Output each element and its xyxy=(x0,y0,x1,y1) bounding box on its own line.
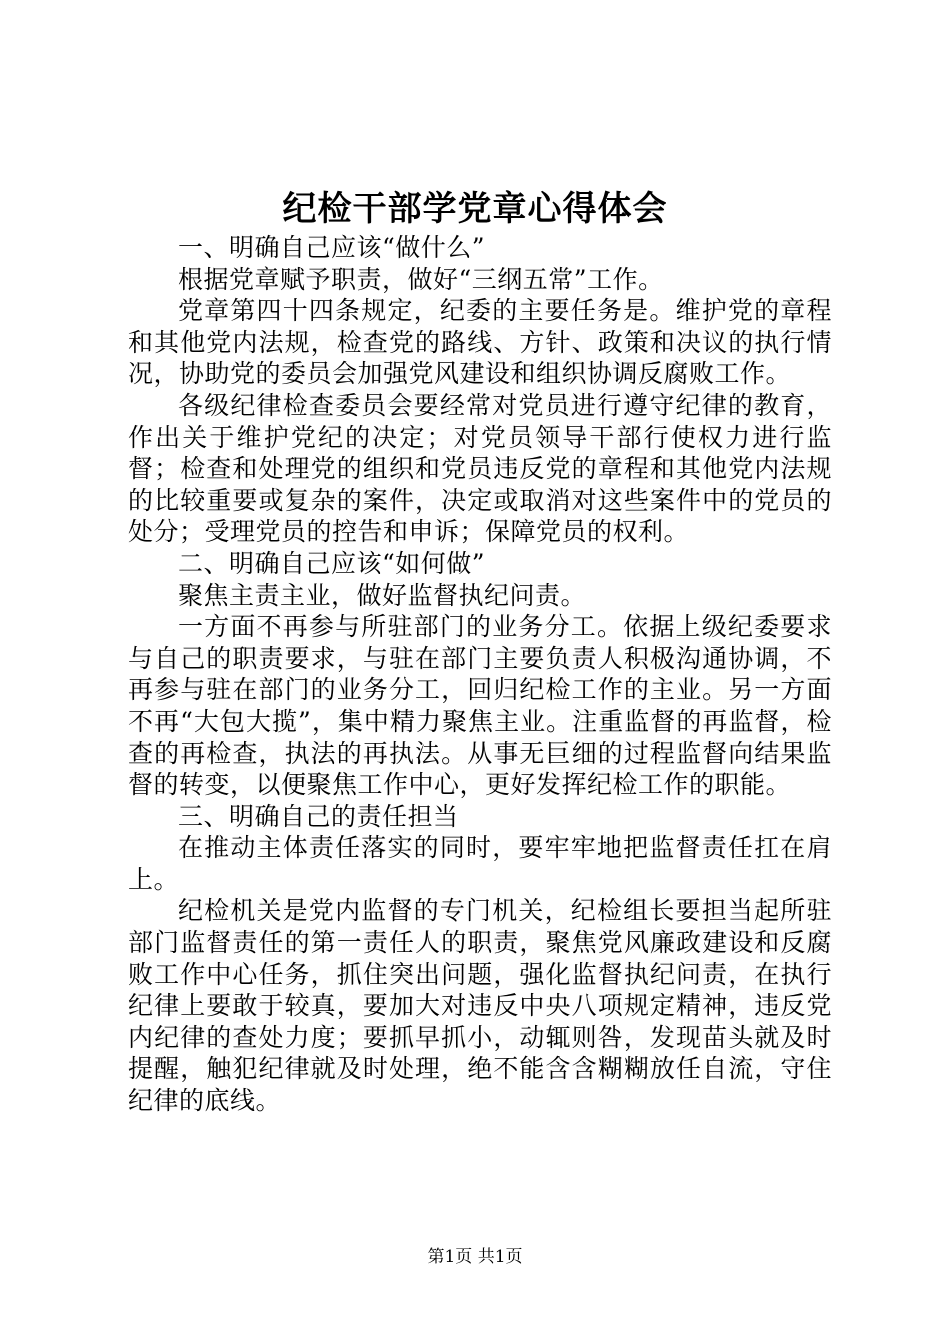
page-number-footer: 第1页 共1页 xyxy=(427,1247,523,1267)
section-heading-3: 三、明确自己的责任担当 xyxy=(178,801,459,831)
body-paragraph: 聚焦主责主业，做好监督执纪问责。 xyxy=(178,580,587,610)
section-heading-2: 二、明确自己应该“如何做” xyxy=(178,548,486,578)
body-paragraph: 根据党章赋予职责，做好“三纲五常”工作。 xyxy=(178,264,664,294)
body-paragraph: 纪检机关是党内监督的专门机关，纪检组长要担当起所驻部门监督责任的第一责任人的职责，聚焦党风廉政建设和反腐败工作中心任务，抓住突出问题，强化监督执纪问责，在执行纪律上要敢于较真，要加大对违反中央八项规定精神，违反党内纪律的查处力度；要抓早抓小，动辄则咎，发现苗头就及时提醒，触犯纪律就及时处理，绝不能含含糊糊放任自流，守住纪律的底线。 xyxy=(128,896,832,1116)
document-body xyxy=(128,232,832,1117)
document-title: 纪检干部学党章心得体会 xyxy=(282,189,668,229)
body-paragraph: 党章第四十四条规定，纪委的主要任务是。维护党的章程和其他党内法规，检查党的路线、方针、政策和决议的执行情况，协助党的委员会加强党风建设和组织协调反腐败工作。 xyxy=(128,296,832,389)
section-heading-1: 一、明确自己应该“做什么” xyxy=(178,233,486,262)
body-paragraph: 一方面不再参与所驻部门的业务分工。依据上级纪委要求与自己的职责要求，与驻在部门主要负责人积极沟通协调，不再参与驻在部门的业务分工，回归纪检工作的主业。另一方面不再“大包大揽”，集中精力聚焦主业。注重监督的再监督，检查的再检查，执法的再执法。从事无巨细的过程监督向结果监督的转变，以便聚焦工作中心，更好发挥纪检工作的职能。 xyxy=(128,612,832,800)
body-paragraph: 在推动主体责任落实的同时，要牢牢地把监督责任扛在肩上。 xyxy=(128,833,832,894)
body-paragraph: 各级纪律检查委员会要经常对党员进行遵守纪律的教育，作出关于维护党纪的决定；对党员领导干部行使权力进行监督；检查和处理党的组织和党员违反党的章程和其他党内法规的比较重要或复杂的案件，决定或取消对这些案件中的党员的处分；受理党员的控告和申诉；保障党员的权利。 xyxy=(128,390,832,547)
